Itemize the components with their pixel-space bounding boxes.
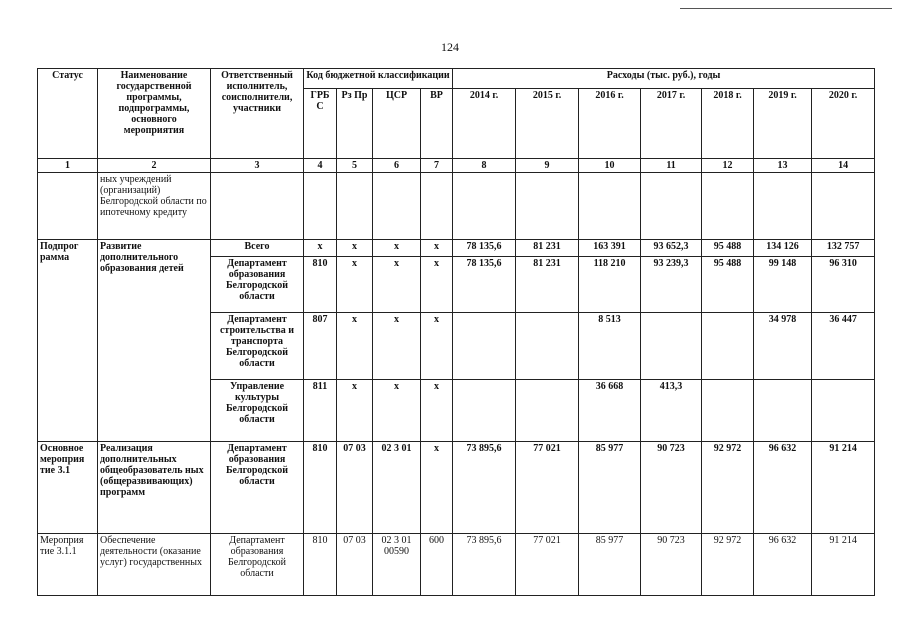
executor-cell: Департамент строительства и транспорта Белгородской области — [211, 313, 304, 380]
rzpr-cell: x — [337, 240, 373, 257]
value-cell: 96 632 — [754, 534, 812, 596]
header-program-name: Наименование государственной программы, подпрограммы, основного мероприятия — [98, 69, 211, 159]
value-cell — [754, 380, 812, 442]
header-year: 2014 г. — [453, 89, 516, 159]
value-cell — [641, 173, 702, 240]
value-cell: 92 972 — [702, 442, 754, 534]
rzpr-cell: 07 03 — [337, 534, 373, 596]
value-cell: 95 488 — [702, 257, 754, 313]
value-cell — [516, 380, 579, 442]
vr-cell: x — [421, 442, 453, 534]
budget-table — [37, 68, 875, 596]
value-cell: 77 021 — [516, 442, 579, 534]
table-row — [38, 173, 875, 240]
value-cell: 93 239,3 — [641, 257, 702, 313]
executor-cell: Всего — [211, 240, 304, 257]
column-number: 14 — [812, 159, 875, 173]
value-cell — [702, 313, 754, 380]
header-year: 2020 г. — [812, 89, 875, 159]
value-cell: 90 723 — [641, 442, 702, 534]
column-number: 7 — [421, 159, 453, 173]
header-year: 2018 г. — [702, 89, 754, 159]
grbs-cell — [304, 173, 337, 240]
rzpr-cell: 07 03 — [337, 442, 373, 534]
table-row — [38, 534, 875, 596]
value-cell — [516, 313, 579, 380]
value-cell: 36 447 — [812, 313, 875, 380]
value-cell — [453, 173, 516, 240]
rzpr-cell: x — [337, 313, 373, 380]
header-csr: ЦСР — [373, 89, 421, 159]
value-cell: 132 757 — [812, 240, 875, 257]
table-row — [38, 240, 875, 257]
csr-cell: x — [373, 240, 421, 257]
column-number: 11 — [641, 159, 702, 173]
value-cell — [516, 173, 579, 240]
name-cell: ных учреждений (организаций) Белгородской области по ипотечному кредиту — [98, 173, 211, 240]
value-cell: 118 210 — [579, 257, 641, 313]
value-cell: 73 895,6 — [453, 534, 516, 596]
value-cell: 96 310 — [812, 257, 875, 313]
value-cell: 81 231 — [516, 257, 579, 313]
column-number: 13 — [754, 159, 812, 173]
value-cell — [453, 313, 516, 380]
value-cell — [453, 380, 516, 442]
column-number: 2 — [98, 159, 211, 173]
value-cell: 90 723 — [641, 534, 702, 596]
value-cell: 78 135,6 — [453, 257, 516, 313]
rzpr-cell: x — [337, 257, 373, 313]
header-grbs: ГРБ С — [304, 89, 337, 159]
grbs-cell: 811 — [304, 380, 337, 442]
vr-cell: x — [421, 380, 453, 442]
header-status: Статус — [38, 69, 98, 159]
header-year: 2019 г. — [754, 89, 812, 159]
value-cell: 85 977 — [579, 534, 641, 596]
grbs-cell: 810 — [304, 257, 337, 313]
header-expenses: Расходы (тыс. руб.), годы — [453, 69, 875, 89]
csr-cell: x — [373, 313, 421, 380]
status-cell: Мероприя тие 3.1.1 — [38, 534, 98, 596]
csr-cell: x — [373, 257, 421, 313]
grbs-cell: 807 — [304, 313, 337, 380]
column-number: 6 — [373, 159, 421, 173]
top-rule — [680, 8, 892, 9]
value-cell: 81 231 — [516, 240, 579, 257]
value-cell: 91 214 — [812, 534, 875, 596]
status-cell: Основное мероприя тие 3.1 — [38, 442, 98, 534]
executor-cell — [211, 173, 304, 240]
value-cell: 95 488 — [702, 240, 754, 257]
csr-cell — [373, 173, 421, 240]
grbs-cell: x — [304, 240, 337, 257]
header-executor: Ответственный исполнитель, соисполнители, участники — [211, 69, 304, 159]
value-cell — [641, 313, 702, 380]
header-row-1 — [38, 69, 875, 89]
value-cell: 8 513 — [579, 313, 641, 380]
rzpr-cell: x — [337, 380, 373, 442]
value-cell: 73 895,6 — [453, 442, 516, 534]
value-cell — [812, 380, 875, 442]
value-cell — [754, 173, 812, 240]
value-cell: 78 135,6 — [453, 240, 516, 257]
vr-cell: x — [421, 313, 453, 380]
name-cell: Обеспечение деятельности (оказание услуг) государственных — [98, 534, 211, 596]
vr-cell: x — [421, 240, 453, 257]
csr-cell: 02 3 01 00590 — [373, 534, 421, 596]
value-cell: 134 126 — [754, 240, 812, 257]
header-vr: ВР — [421, 89, 453, 159]
value-cell — [702, 380, 754, 442]
value-cell — [579, 173, 641, 240]
column-number: 12 — [702, 159, 754, 173]
vr-cell: x — [421, 257, 453, 313]
rzpr-cell — [337, 173, 373, 240]
name-cell: Развитие дополнительного образования детей — [98, 240, 211, 442]
value-cell: 85 977 — [579, 442, 641, 534]
grbs-cell: 810 — [304, 442, 337, 534]
value-cell — [702, 173, 754, 240]
header-year: 2017 г. — [641, 89, 702, 159]
name-cell: Реализация дополнительных общеобразователь ных (общеразвивающих) программ — [98, 442, 211, 534]
grbs-cell: 810 — [304, 534, 337, 596]
table-row — [38, 442, 875, 534]
column-number: 10 — [579, 159, 641, 173]
value-cell — [812, 173, 875, 240]
executor-cell: Департамент образования Белгородской области — [211, 442, 304, 534]
header-year: 2015 г. — [516, 89, 579, 159]
vr-cell: 600 — [421, 534, 453, 596]
value-cell: 34 978 — [754, 313, 812, 380]
value-cell: 163 391 — [579, 240, 641, 257]
csr-cell: x — [373, 380, 421, 442]
header-budget-code: Код бюджетной классификации — [304, 69, 453, 89]
executor-cell: Управление культуры Белгородской области — [211, 380, 304, 442]
value-cell: 92 972 — [702, 534, 754, 596]
value-cell: 36 668 — [579, 380, 641, 442]
executor-cell: Департамент образования Белгородской области — [211, 257, 304, 313]
value-cell: 91 214 — [812, 442, 875, 534]
column-number: 5 — [337, 159, 373, 173]
value-cell: 77 021 — [516, 534, 579, 596]
value-cell: 99 148 — [754, 257, 812, 313]
status-cell: Подпрог рамма — [38, 240, 98, 442]
column-number: 3 — [211, 159, 304, 173]
value-cell: 413,3 — [641, 380, 702, 442]
column-number: 4 — [304, 159, 337, 173]
header-year: 2016 г. — [579, 89, 641, 159]
column-number-row — [38, 159, 875, 173]
value-cell: 93 652,3 — [641, 240, 702, 257]
header-rzpr: Рз Пр — [337, 89, 373, 159]
value-cell: 96 632 — [754, 442, 812, 534]
csr-cell: 02 3 01 — [373, 442, 421, 534]
column-number: 1 — [38, 159, 98, 173]
executor-cell: Департамент образования Белгородской области — [211, 534, 304, 596]
column-number: 8 — [453, 159, 516, 173]
column-number: 9 — [516, 159, 579, 173]
page-number: 124 — [441, 40, 459, 54]
vr-cell — [421, 173, 453, 240]
status-cell — [38, 173, 98, 240]
